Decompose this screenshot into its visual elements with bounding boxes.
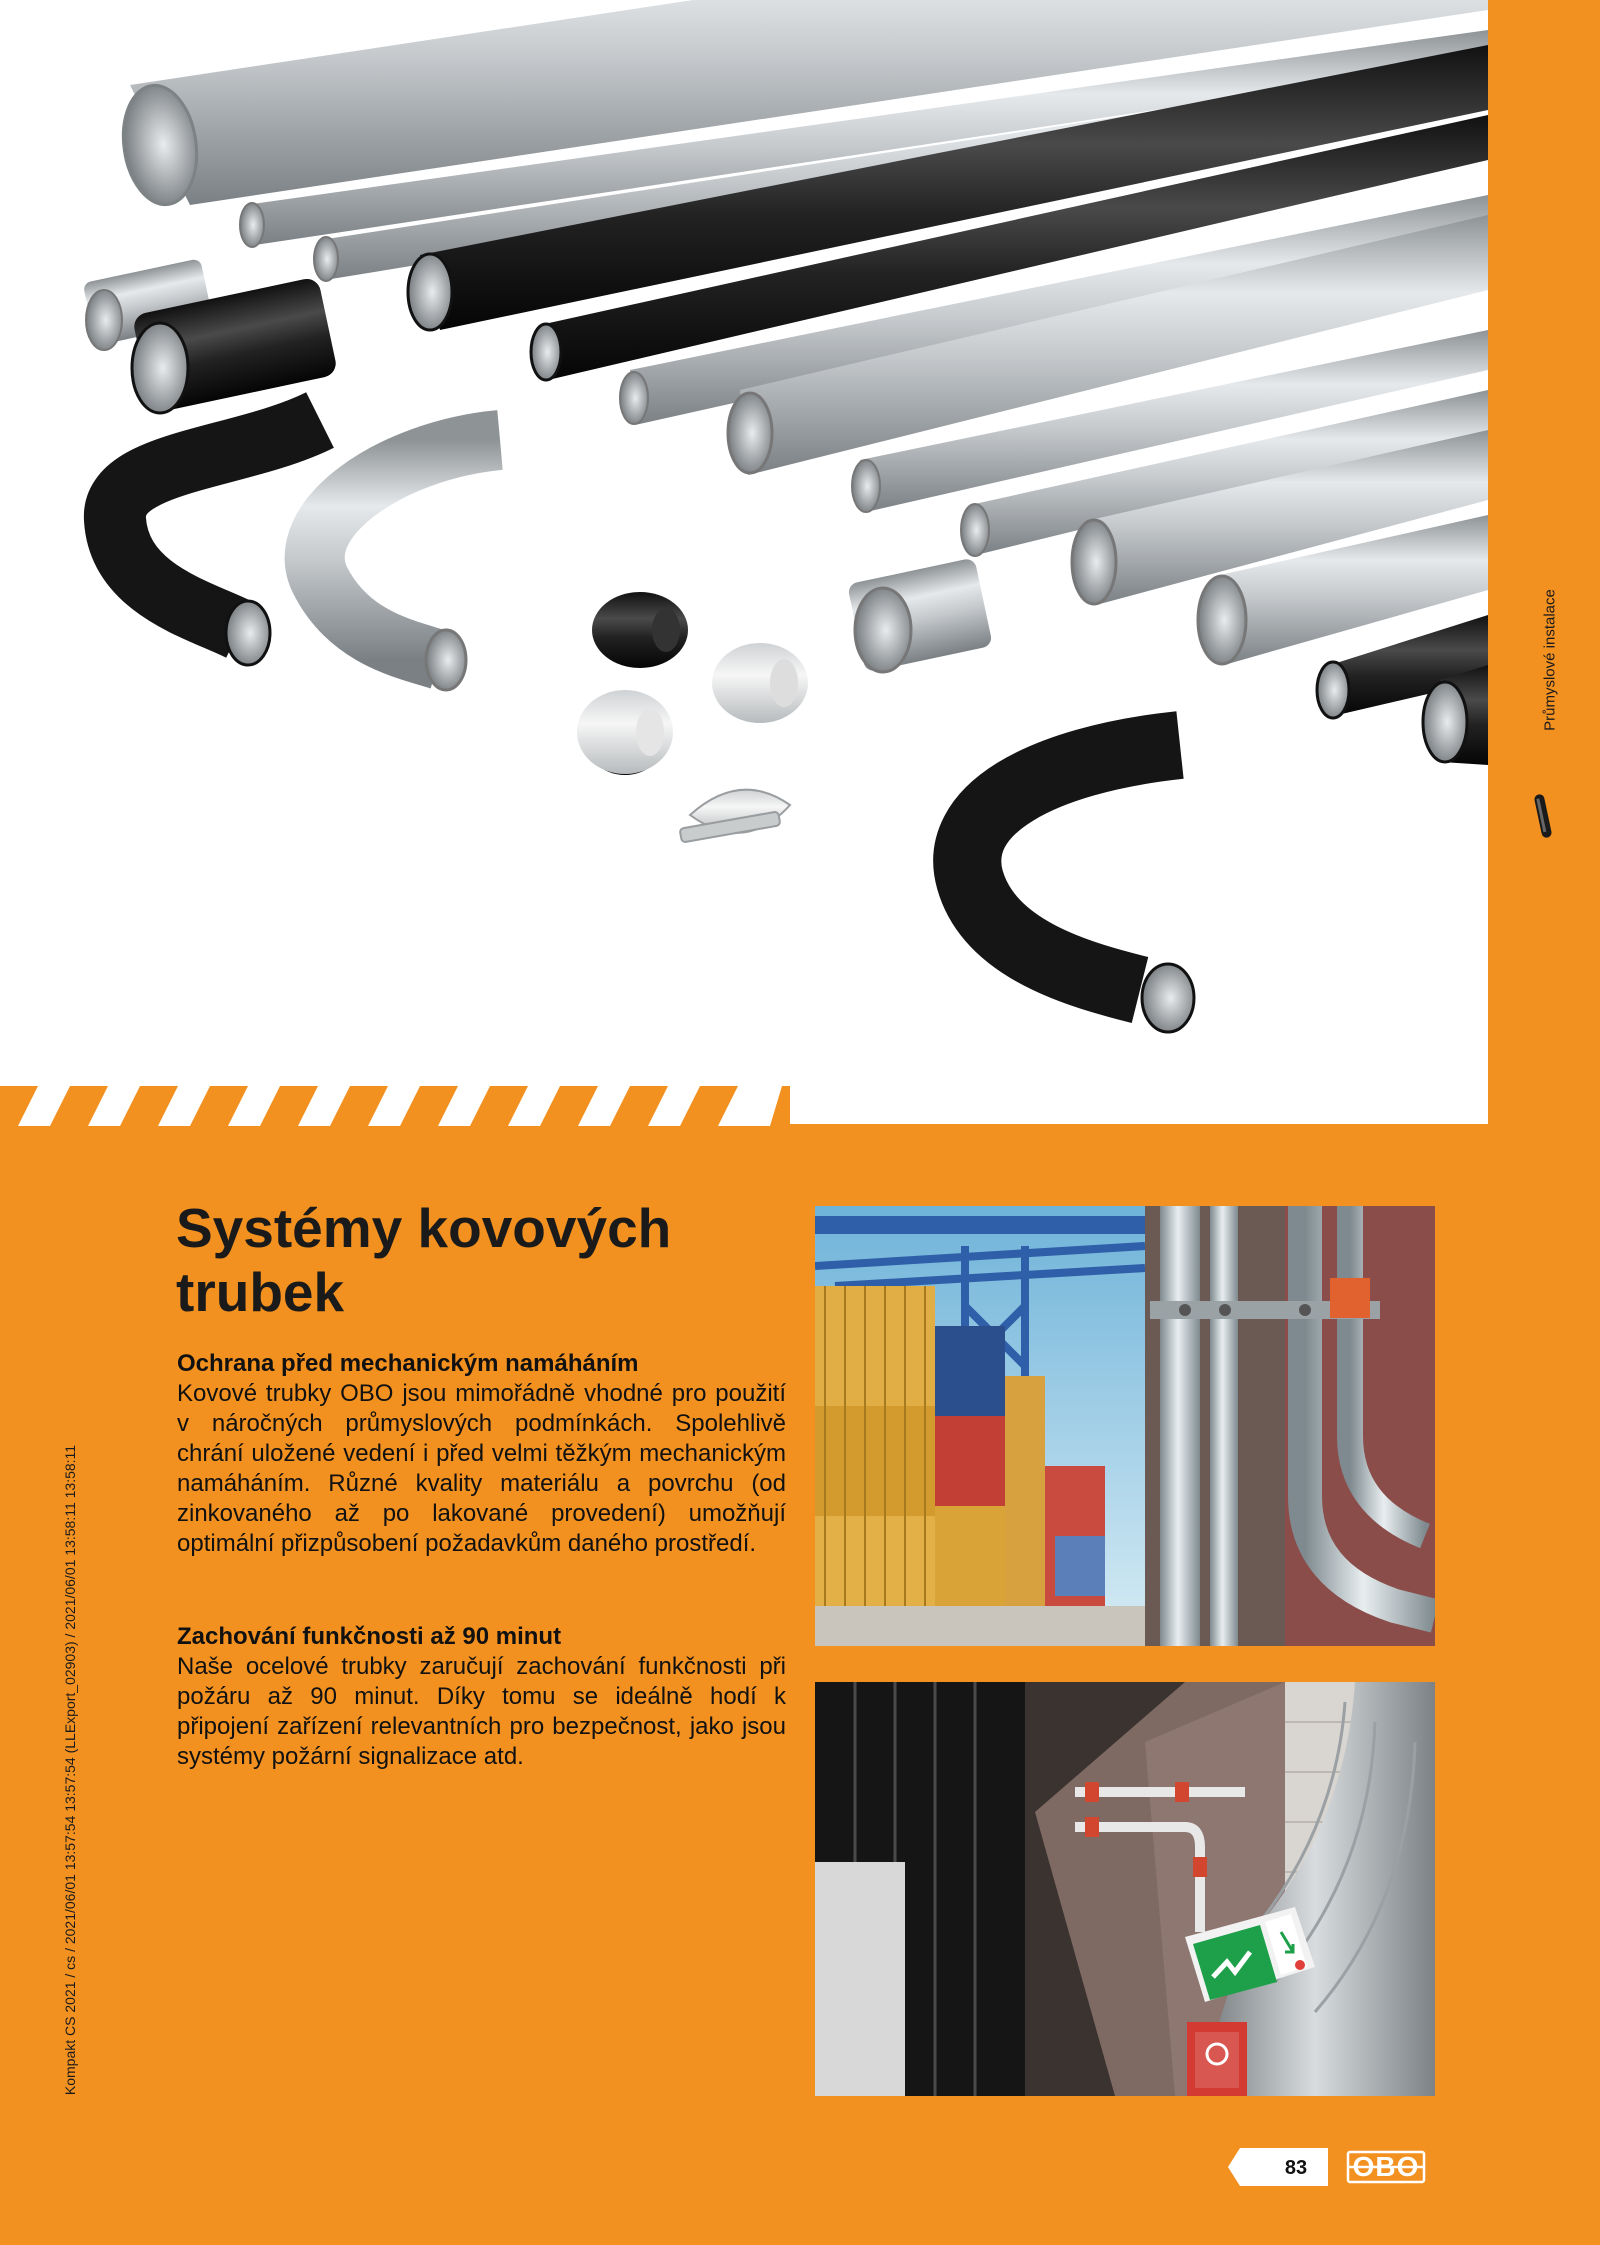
tube [426,630,466,690]
section-body-fire-resistance: Naše ocelové trubky zaručují zachování funkčnosti při požáru až 90 minut. Díky tomu se ideálně hodí k připojení zařízení relevantních pro bezpečnost, jako jsou systémy požární signalizace atd. [177,1653,786,1770]
metal-tubes-illustration [0,0,1488,1124]
coupler [847,557,993,672]
side-label: Průmyslové instalace [1541,589,1559,731]
hazard-stripe [0,1086,790,1126]
obo-logo-text: OBO [1352,2151,1420,2182]
tube-icon [1533,792,1553,840]
photo-port-installation [815,1206,1435,1646]
print-meta: Kompakt CS 2021 / cs / 2021/06/01 13:57:54 13:57:54 (LLExport_02903) / 2021/06/01 13:58:11 13:58:11 [62,1444,78,2096]
section-body-mechanical-protection: Kovové trubky OBO jsou mimořádně vhodné pro použití v náročných průmyslových podmínkách. Spolehlivě chrání uložené vedení i před velmi těžkým mechanickým namáháním. Různé kvality materiálu a povrchu (od zinkovaného až po lakované provedení) umožňují optimální přizpůsobení požadavkům daného prostředí. [177,1380,786,1557]
photo-emergency-exit-installation [815,1682,1435,2096]
hero-product-image [0,0,1488,1124]
tube [226,601,270,665]
clip [712,643,808,723]
clip [592,592,688,668]
clamp [680,790,790,843]
section-heading-mechanical-protection: Ochrana před mechanickým namáháním [177,1350,639,1377]
section-heading-fire-resistance: Zachování funkčnosti až 90 minut [177,1623,562,1650]
tube [1142,964,1194,1032]
side-strip [1488,0,1600,2245]
black-bend [967,745,1180,990]
page-title: Systémy kovových trubek [176,1197,672,1323]
silver-bend [315,440,500,660]
clip [577,690,673,774]
black-bend [115,420,320,630]
page-number: 83 [1284,2157,1308,2179]
